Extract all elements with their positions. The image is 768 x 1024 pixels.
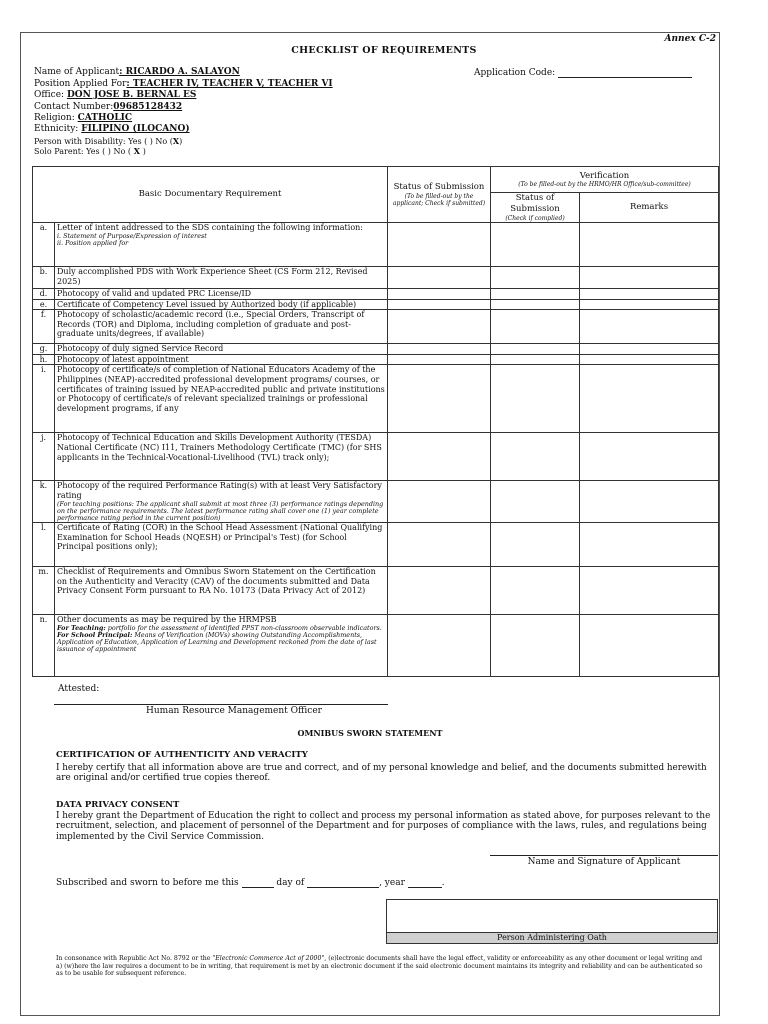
oath-signature-box[interactable] [386,899,718,944]
row-requirement [55,344,388,355]
remarks-cell[interactable] [580,615,719,677]
attested-label: Attested: [58,684,100,694]
verification-status-cell[interactable] [491,433,580,481]
status-cell[interactable] [388,289,491,300]
requirement-text: Photocopy of the required Performance Rating(s) with at least Very Satisfactory rating [57,481,382,500]
contact-label: Contact Number: [34,102,114,112]
verification-status-cell[interactable] [491,481,580,523]
table-row [33,344,719,355]
requirement-text: Other documents as may be required by the HRMPSB [57,615,277,625]
row-requirement [55,433,388,481]
cav-heading: CERTIFICATION OF AUTHENTICITY AND VERACITY [56,750,308,760]
table-row [33,365,719,433]
remarks-cell[interactable] [580,223,719,267]
table-row [33,433,719,481]
dpc-heading: DATA PRIVACY CONSENT [56,800,180,810]
requirement-text: Letter of intent addressed to the SDS containing the following information: [57,223,363,232]
row-letter: e. [33,299,55,310]
ethnicity-label: Ethnicity: [34,124,79,134]
status-cell[interactable] [388,481,491,523]
position-label: Position Applied For [34,79,127,89]
sworn-line: Subscribed and sworn to before me this day of , year . [56,878,445,888]
table-row [33,567,719,615]
pwd-line: Person with Disability: Yes ( ) No (X) [34,136,183,146]
solo-parent-label: Solo Parent: Yes ( ) No ( [34,147,131,156]
row-requirement [55,365,388,433]
sworn-year-field[interactable] [408,878,442,888]
row-requirement [55,481,388,523]
office-label: Office: [34,90,65,100]
office-line [34,90,196,101]
status-cell[interactable] [388,299,491,310]
sworn-day-field[interactable] [242,878,274,888]
status-cell[interactable] [388,615,491,677]
remarks-cell[interactable] [580,354,719,365]
row-letter: n. [33,615,55,677]
applicant-name-value: : RICARDO A. SALAYON [119,67,240,77]
requirement-note: ii. Position applied for [57,238,129,247]
office-value: DON JOSE B. BERNAL ES [66,90,197,100]
row-letter: g. [33,344,55,355]
row-letter: b. [33,267,55,289]
header-verification: Verification (To be filled-out by the HRMO/HR Office/sub-committee) [491,167,719,193]
verification-status-cell[interactable] [491,344,580,355]
status-cell[interactable] [388,354,491,365]
row-requirement [55,523,388,567]
requirement-text: Photocopy of latest appointment [57,354,189,364]
requirements-table [32,166,719,677]
verification-status-cell[interactable] [491,354,580,365]
header-status: Status of Submission (To be filled-out by the applicant; Check if submitted) [388,167,491,223]
solo-parent-no-mark[interactable]: X [130,146,143,156]
footnote: In consonance with Republic Act No. 8792 or the "Electronic Commerce Act of 2000", (e)lectronic documents shall have the legal effect, validity or enforceability as any other document or legal writing and a) (w)here the law requires a document to be in writing, that requirement is met by an electronic document if the said electronic document maintains its integrity and reliability and can be authenticated so as to be usable for subsequent reference. [56,955,703,978]
row-requirement [55,615,388,677]
requirement-note: (For teaching positions: The applicant shall submit at most three (3) performance ratings depending on the performance requirements. The latest performance rating shall cover one (1) year complete performance rating period in the current position) [57,499,384,522]
remarks-cell[interactable] [580,365,719,433]
remarks-cell[interactable] [580,299,719,310]
requirement-note: For School Principal: Means of Verification (MOVs) showing Outstanding Accomplishments, Application of Education, Application of Learning and Development reckoned from the date of last issuance of appointment [57,630,377,654]
remarks-cell[interactable] [580,344,719,355]
remarks-cell[interactable] [580,481,719,523]
status-cell[interactable] [388,267,491,289]
row-requirement [55,299,388,310]
remarks-cell[interactable] [580,267,719,289]
verification-status-cell[interactable] [491,365,580,433]
verification-status-cell[interactable] [491,567,580,615]
requirement-note: For Teaching: portfolio for the assessment of identified PPST non-classroom observable indicators. [57,623,382,632]
requirement-text: Certificate of Rating (COR) in the School Head Assessment (National Qualifying Examination for School Heads (NQESH) or Principal's Test) (for School Principal positions only); [57,523,383,552]
row-letter: i. [33,365,55,433]
header-verification-note: (To be filled-out by the HRMO/HR Office/sub-committee) [518,181,691,189]
requirement-text: Photocopy of Technical Education and Skills Development Authority (TESDA) National Certificate (NC) I11, Trainers Methodology Certificate (TMC) (for SHS applicants in the Technical-Vocational-Livelihood (TVL) track only); [57,433,382,462]
table-row [33,523,719,567]
remarks-cell[interactable] [580,289,719,300]
requirement-text: Photocopy of duly signed Service Record [57,344,224,354]
table-row [33,354,719,365]
oath-label: Person Administering Oath [387,932,717,943]
row-letter: d. [33,289,55,300]
row-letter: a. [33,223,55,267]
row-letter: m. [33,567,55,615]
status-cell[interactable] [388,223,491,267]
header-status-2-note: (Check if complied) [505,214,565,222]
remarks-cell[interactable] [580,310,719,344]
applicant-name-label: Name of Applicant [34,67,120,77]
row-requirement [55,354,388,365]
status-cell[interactable] [388,433,491,481]
requirement-text: Duly accomplished PDS with Work Experience Sheet (CS Form 212, Revised 2025) [57,267,368,286]
table-row [33,267,719,289]
dpc-text: I hereby grant the Department of Education the right to collect and process my personal information as stated above, for purposes relevant to the recruitment, selection, and placement of personnel of the Department and for purposes of compliance with the laws, rules, and regulations being implemented by the Civil Service Commission. [56,811,711,842]
row-letter: k. [33,481,55,523]
application-code [474,68,692,78]
row-letter: h. [33,354,55,365]
table-row [33,299,719,310]
verification-status-cell[interactable] [491,223,580,267]
contact-value: 09685128432 [113,102,183,112]
status-cell[interactable] [388,567,491,615]
requirement-text: Photocopy of valid and updated PRC License/ID [57,289,252,298]
requirement-text: Photocopy of certificate/s of completion of National Educators Academy of the Philippines (NEAP)-accredited professional development programs/ courses, or certificates of training issued by NEAP-accredited public and private institutions or Photocopy of certificate/s of relevant specialized trainings or professional development programs, if any [57,365,385,413]
annex-label: Annex C-2 [664,34,716,44]
row-requirement [55,267,388,289]
row-requirement [55,289,388,300]
header-requirement: Basic Documentary Requirement [33,167,388,223]
requirement-text: Certificate of Competency Level issued by Authorized body (if applicable) [57,299,357,309]
status-cell[interactable] [388,523,491,567]
verification-status-cell[interactable] [491,267,580,289]
status-cell[interactable] [388,365,491,433]
table-row [33,481,719,523]
position-line [34,79,333,90]
remarks-cell[interactable] [580,523,719,567]
table-row [33,223,719,267]
sworn-month-field[interactable] [307,878,379,888]
position-value: : TEACHER IV, TEACHER V, TEACHER VI [126,79,333,89]
pwd-label: Person with Disability: Yes ( ) No ( [34,137,173,146]
table-row [33,615,719,677]
solo-parent-line: Solo Parent: Yes ( ) No ( X ) [34,146,146,156]
applicant-name-line [34,67,240,78]
applicant-signature-line[interactable] [490,855,718,856]
requirement-text: Checklist of Requirements and Omnibus Sworn Statement on the Certification on the Authenticity and Veracity (CAV) of the documents submitted and Data Privacy Consent Form pursuant to RA No. 10173 (Data Privacy Act of 2012) [57,567,376,596]
applicant-signature-label: Name and Signature of Applicant [527,857,681,867]
page-title: CHECKLIST OF REQUIREMENTS [291,45,477,56]
verification-status-cell[interactable] [491,310,580,344]
religion-value: CATHOLIC [77,113,133,123]
verification-status-cell[interactable] [491,289,580,300]
header-status-note: (To be filled-out by the applicant; Check if submitted) [392,192,486,207]
ethnicity-line [34,124,190,135]
row-requirement [55,310,388,344]
row-letter: j. [33,433,55,481]
status-cell[interactable] [388,344,491,355]
contact-line [34,102,182,113]
table-row [33,289,719,300]
row-letter: l. [33,523,55,567]
application-code-label: Application Code: [474,68,556,78]
requirement-note: i. Statement of Purpose/Expression of interest [57,231,207,240]
hrmo-label: Human Resource Management Officer [146,706,322,716]
religion-label: Religion: [34,113,75,123]
verification-status-cell[interactable] [491,523,580,567]
table-row [33,310,719,344]
requirement-text: Photocopy of scholastic/academic record (i.e., Special Orders, Transcript of Records (TOR) and Diploma, including completion of graduate and post-graduate units/degrees, if available) [57,310,365,339]
header-status-2: Status of Submission (Check if complied) [491,193,580,223]
remarks-cell[interactable] [580,567,719,615]
verification-status-cell[interactable] [491,299,580,310]
ethnicity-value: FILIPINO (ILOCANO) [81,124,190,134]
header-remarks: Remarks [580,193,719,223]
religion-line [34,113,132,124]
application-code-field[interactable] [558,69,692,78]
row-requirement [55,223,388,267]
row-letter: f. [33,310,55,344]
omnibus-title: OMNIBUS SWORN STATEMENT [297,728,443,738]
row-requirement [55,567,388,615]
verification-status-cell[interactable] [491,615,580,677]
status-cell[interactable] [388,310,491,344]
hrmo-signature-line[interactable] [54,704,388,705]
pwd-no-mark[interactable]: X [172,136,180,146]
cav-text: I hereby certify that all information above are true and correct, and of my personal knowledge and belief, and the documents submitted herewith are original and/or certified true copies thereof. [56,763,707,784]
remarks-cell[interactable] [580,433,719,481]
